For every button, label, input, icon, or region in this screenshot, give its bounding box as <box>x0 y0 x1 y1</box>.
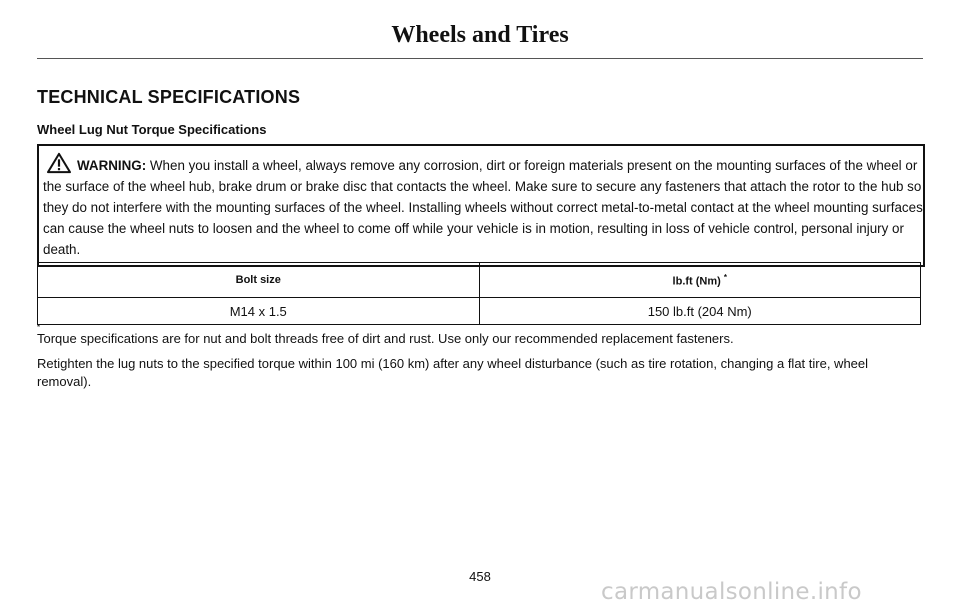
table-header-row <box>38 263 921 298</box>
page-header-title: Wheels and Tires <box>391 22 569 48</box>
cell-torque: 150 lb.ft (204 Nm) <box>479 298 921 325</box>
header-bolt-size: Bolt size <box>38 263 480 298</box>
warning-text: When you install a wheel, always remove any corrosion, dirt or foreign materials present on the mounting surfaces of the wheel or the surface of the wheel hub, brake drum or brake disc that contacts the wheel. Make sure to secure any fasteners that attach the rotor to the hub so they do not interfere with the mounting surfaces of the wheel. Installing wheels without correct metal-to-metal contact at the wheel mounting surfaces can cause the wheel nuts to loosen and the wheel to come off while your vehicle is in motion, resulting in loss of vehicle control, personal injury or death. <box>43 158 923 257</box>
footnote-text: Torque specifications are for nut and bolt threads free of dirt and rust. Use only our recommended replacement fasteners. <box>37 331 734 346</box>
header-divider <box>37 58 923 59</box>
warning-label: WARNING: <box>77 158 147 173</box>
cell-bolt-size: M14 x 1.5 <box>38 298 480 325</box>
page-number: 458 <box>469 569 491 584</box>
warning-box <box>37 144 925 267</box>
table-row <box>38 298 921 325</box>
body-paragraph: Retighten the lug nuts to the specified torque within 100 mi (160 km) after any wheel disturbance (such as tire rotation, changing a flat tire, wheel removal). <box>37 356 869 389</box>
section-title: TECHNICAL SPECIFICATIONS <box>37 87 301 107</box>
torque-spec-table <box>37 262 921 325</box>
watermark: carmanualsonline.info <box>601 579 862 605</box>
warning-triangle-icon <box>45 152 73 174</box>
footnote <box>37 325 923 346</box>
header-torque: lb.ft (Nm) * <box>479 263 921 298</box>
footnote-mark: * <box>37 323 41 332</box>
footnote-reference: * <box>723 272 727 282</box>
subsection-title: Wheel Lug Nut Torque Specifications <box>37 122 267 137</box>
